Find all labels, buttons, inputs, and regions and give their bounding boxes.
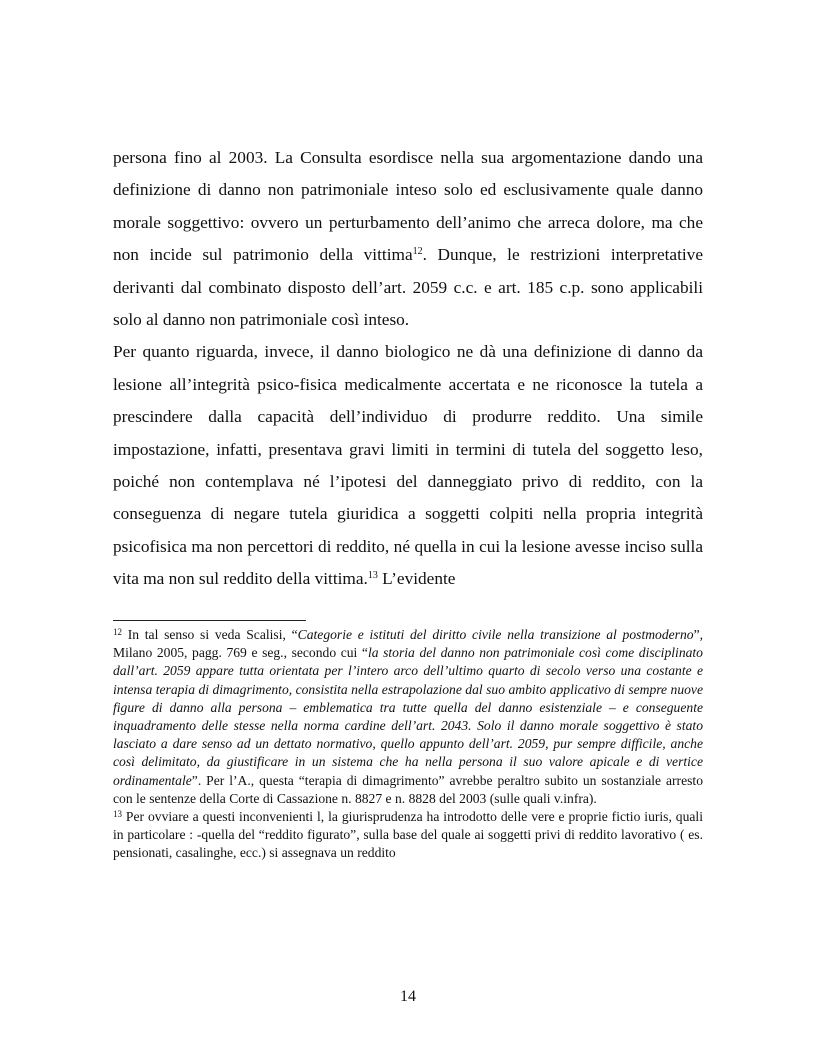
footnote-12-text-1: In tal senso si veda Scalisi, “ [122,627,298,642]
footnote-ref-12[interactable]: 12 [412,246,423,258]
footnote-12 [113,626,703,808]
paragraph-1-text-a: persona fino al 2003. La Consulta esordisce nella sua argomentazione dando una definizione di danno non patrimoniale inteso solo ed esclusivamente quale danno morale soggettivo: ovvero un perturbamento dell’animo che arreca dolore, ma che non incide sul patrimonio della vittima [113,148,703,265]
footnotes [113,626,703,863]
footnote-12-text-2: ”, Milano 2005, pagg. 769 e seg., secondo cui “ [113,627,703,661]
paragraph-2-text-b: L’evidente [377,569,456,589]
paragraph-2-text-a: Per quanto riguarda, invece, il danno biologico ne dà una definizione di danno da lesione all’integrità psico-fisica medicalmente accertata e ne riconosce la tutela a prescindere dalla capacità dell’individuo di produrre reddito. Una simile impostazione, infatti, presentava gravi limiti in termini di tutela del soggetto leso, poiché non contemplava né l’ipotesi del danneggiato privo di reddito, con la conseguenza di negare tutela giuridica a soggetti colpiti nella propria integrità psicofisica ma non percettori di reddito, né quella in cui la lesione avesse inciso sulla vita ma non sul reddito della vittima. [113,342,703,589]
footnote-12-italic-2: la storia del danno non patrimoniale così come disciplinato dall’art. 2059 appare tutta orientata per l’intero arco dell’ultimo quarto di secolo verso una costante e intensa terapia di dimagrimento, consistita nella estrapolazione dal suo ambito applicativo di sempre nuove figure di danno alla persona – emblematica tra tutte quella del danno esistenziale – e conseguente inquadramento delle stesse nella norma cardine dell’art. 2043. Solo il danno morale soggettivo è stato lasciato a dare senso ad un dettato normativo, quello appunto dell’art. 2059, pur sempre difficile, anche così delimitato, da giustificare in un sistema che ha nella persona il suo valore apicale e di vertice ordinamentale [113,645,703,788]
footnote-ref-13[interactable]: 13 [367,570,378,582]
footnote-number-13: 13 [113,809,122,820]
page-number: 14 [400,988,416,1005]
footnote-13-text: Per ovviare a questi inconvenienti l, la giurisprudenza ha introdotto delle vere e proprie fictio iuris, quali in particolare : -quella del “reddito figurato”, sulla base del quale ai soggetti privi di reddito lavorativo ( es. pensionati, casalinghe, ecc.) si assegnava un reddito [113,809,703,861]
paragraph-1-text-b: . Dunque, le restrizioni interpretative derivanti dal combinato disposto dell’art. 2059 c.c. e art. 185 c.p. sono applicabili solo al danno non patrimoniale così inteso. [113,245,703,330]
footnote-12-text-3: ”. Per l’A., questa “terapia di dimagrimento” avrebbe peraltro subito un sostanziale arresto con le sentenze della Corte di Cassazione n. 8827 e n. 8828 del 2003 (sulle quali v.infra). [113,772,703,806]
paragraph-2 [113,336,703,595]
footnote-separator [113,620,306,621]
paragraph-1 [113,142,703,336]
footnote-12-italic-1: Categorie e istituti del diritto civile nella transizione al postmoderno [297,627,694,642]
footnote-13 [113,808,703,863]
footnote-number-12: 12 [113,627,122,637]
body-text [113,142,703,596]
